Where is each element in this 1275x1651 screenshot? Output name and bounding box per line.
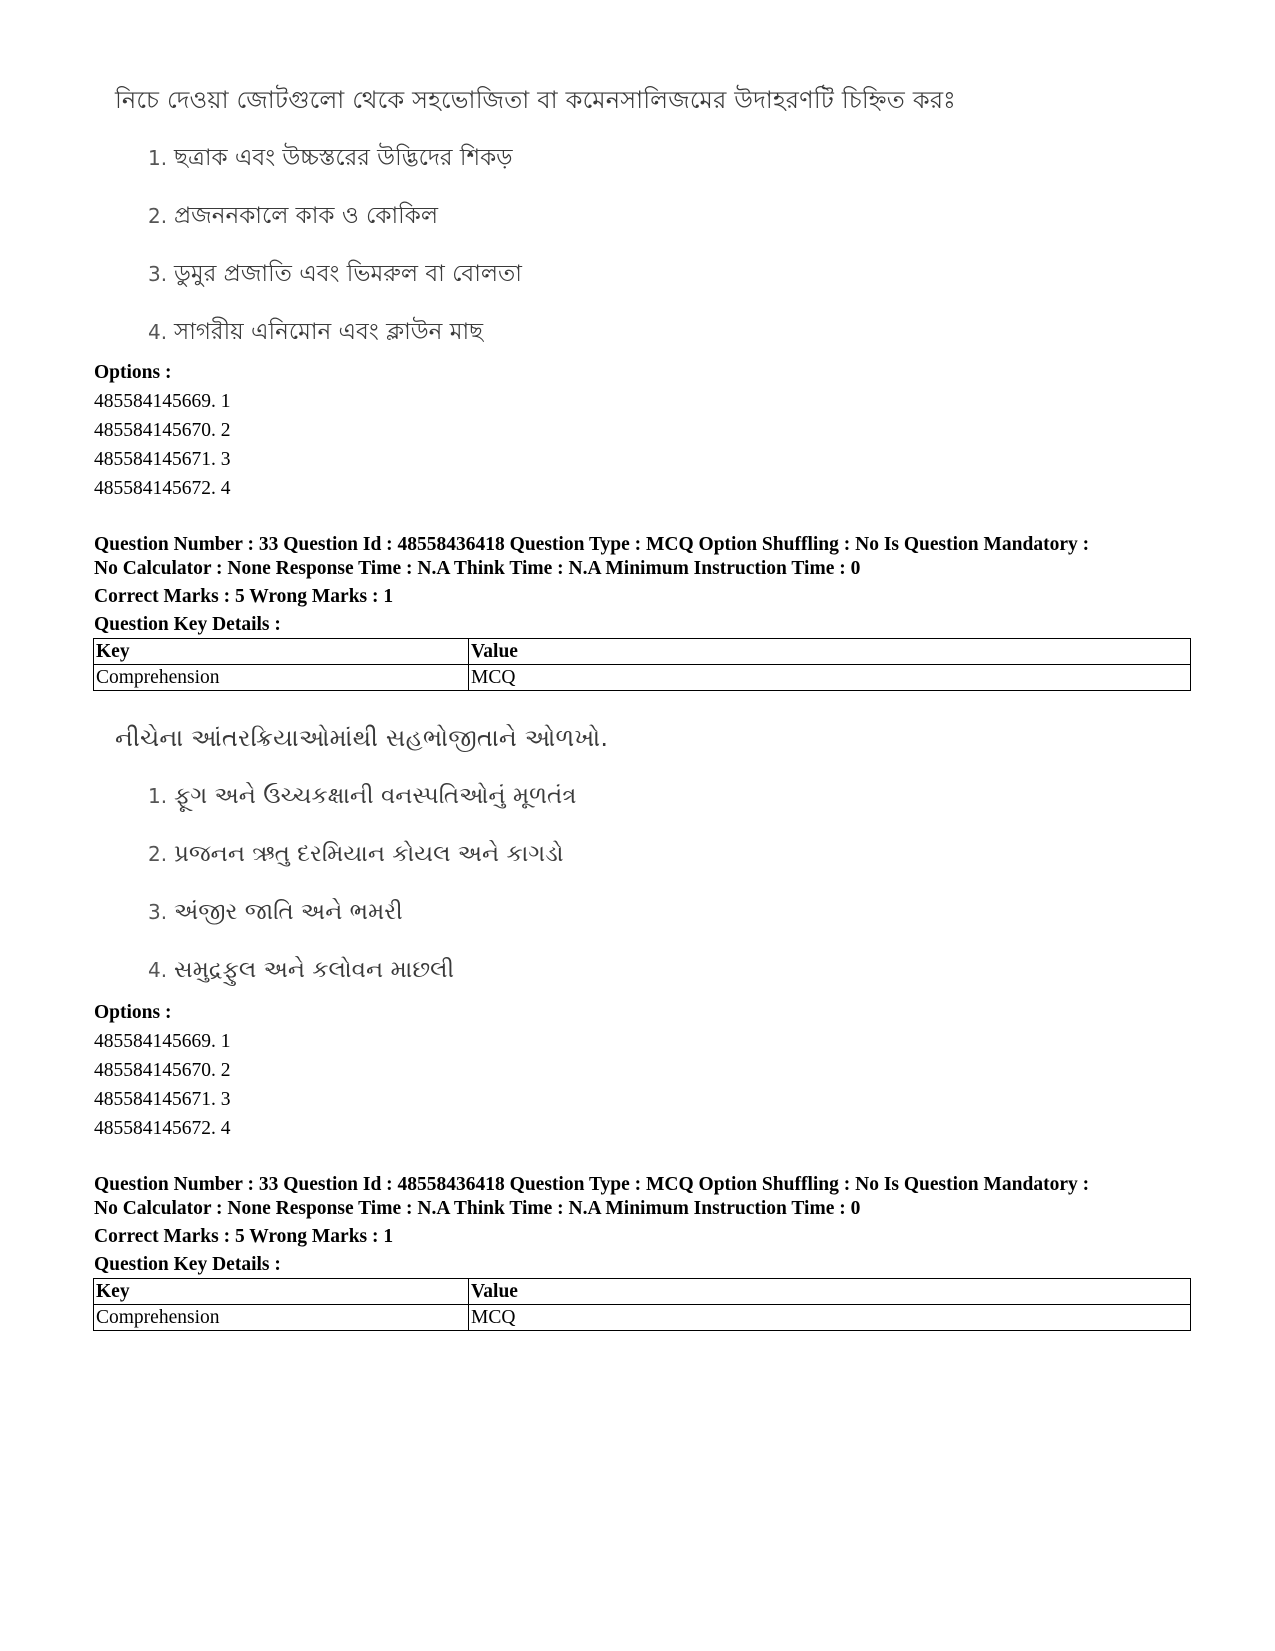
question-image-gujarati bbox=[115, 720, 1015, 988]
option-item: 485584145669. 1 bbox=[94, 391, 231, 412]
question-image-bengali bbox=[115, 82, 1015, 350]
question-item-4: 4. সাগরীয় এনিমোন এবং ক্লাউন মাছ bbox=[148, 319, 484, 345]
key-details-label: Question Key Details : bbox=[94, 614, 281, 635]
header-value: Value bbox=[469, 1279, 1191, 1305]
meta-line-1: Question Number : 33 Question Id : 48558436418 Question Type : MCQ Option Shuffling : No Is Question Mandatory : bbox=[94, 1174, 1090, 1195]
options-list bbox=[94, 358, 231, 503]
marks-line: Correct Marks : 5 Wrong Marks : 1 bbox=[94, 586, 394, 607]
table-header-row bbox=[94, 639, 1191, 665]
meta-line-2: No Calculator : None Response Time : N.A Think Time : N.A Minimum Instruction Time : 0 bbox=[94, 558, 861, 579]
options-list bbox=[94, 998, 231, 1143]
cell-key: Comprehension bbox=[94, 1305, 469, 1331]
question-text: নিচে দেওয়া জোটগুলো থেকে সহভোজিতা বা কমেনসালিজমের উদাহরণটি চিহ্নিত করঃ bbox=[115, 86, 957, 114]
cell-value: MCQ bbox=[469, 665, 1191, 691]
question-item-2: 2. પ્રજનન ઋતુ દરમિયાન કોયલ અને કાગડો bbox=[148, 841, 564, 867]
key-details-table bbox=[93, 1278, 1191, 1331]
marks-line: Correct Marks : 5 Wrong Marks : 1 bbox=[94, 1226, 394, 1247]
meta-line-2: No Calculator : None Response Time : N.A Think Time : N.A Minimum Instruction Time : 0 bbox=[94, 1198, 861, 1219]
cell-value: MCQ bbox=[469, 1305, 1191, 1331]
question-meta bbox=[94, 533, 1204, 637]
option-item: 485584145670. 2 bbox=[94, 420, 231, 441]
option-item: 485584145671. 3 bbox=[94, 449, 231, 470]
header-key: Key bbox=[94, 639, 469, 665]
key-details-label: Question Key Details : bbox=[94, 1254, 281, 1275]
table-header-row bbox=[94, 1279, 1191, 1305]
key-details-table bbox=[93, 638, 1191, 691]
header-value: Value bbox=[469, 639, 1191, 665]
header-key: Key bbox=[94, 1279, 469, 1305]
options-label: Options : bbox=[94, 1002, 172, 1023]
option-item: 485584145672. 4 bbox=[94, 478, 231, 499]
meta-line-1: Question Number : 33 Question Id : 48558436418 Question Type : MCQ Option Shuffling : No Is Question Mandatory : bbox=[94, 534, 1090, 555]
question-item-2: 2. প্রজননকালে কাক ও কোকিল bbox=[148, 203, 438, 229]
option-item: 485584145671. 3 bbox=[94, 1089, 231, 1110]
table-row bbox=[94, 665, 1191, 691]
question-item-4: 4. સમુદ્રફુલ અને કલોવન માછલી bbox=[148, 957, 455, 983]
question-item-1: 1. ছত্রাক এবং উচ্চস্তরের উদ্ভিদের শিকড় bbox=[148, 145, 513, 171]
option-item: 485584145672. 4 bbox=[94, 1118, 231, 1139]
question-meta bbox=[94, 1173, 1204, 1277]
table-row bbox=[94, 1305, 1191, 1331]
question-item-1: 1. ફૂગ અને ઉચ્ચકક્ષાની વનસ્પતિઓનું મૂળતંત્ર bbox=[148, 783, 577, 809]
question-item-3: 3. ডুমুর প্রজাতি এবং ভিমরুল বা বোলতা bbox=[148, 261, 522, 287]
question-text: નીચેના આંતરક્રિયાઓમાંથી સહભોજીતાને ઓળખો. bbox=[115, 724, 609, 752]
question-item-3: 3. અંજીર જાતિ અને ભમરી bbox=[148, 899, 403, 925]
cell-key: Comprehension bbox=[94, 665, 469, 691]
option-item: 485584145669. 1 bbox=[94, 1031, 231, 1052]
options-label: Options : bbox=[94, 362, 172, 383]
option-item: 485584145670. 2 bbox=[94, 1060, 231, 1081]
